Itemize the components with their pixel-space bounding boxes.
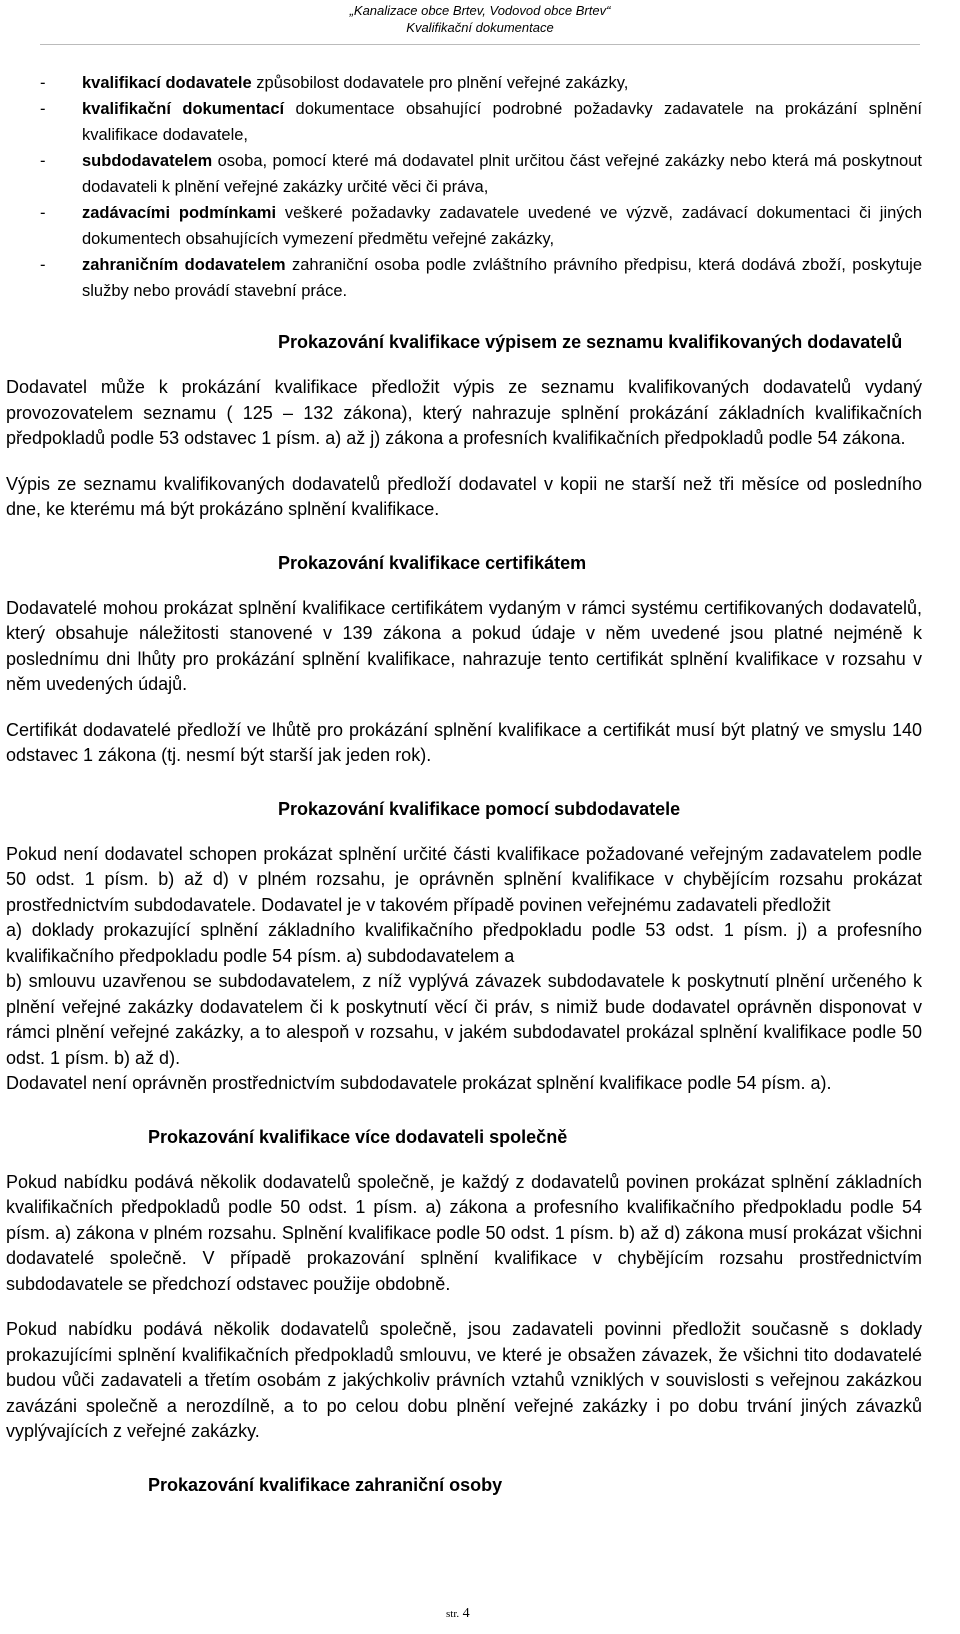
paragraph: a) doklady prokazující splnění základního kvalifikačního předpokladu podle 53 odst. 1 písm. j) a profesního kvalifikačního předpokladu podle 54 písm. a) subdodavatelem a (6, 920, 922, 966)
paragraph: Pokud nabídku podává několik dodavatelů společně, je každý z dodavatelů povinen prokázat splnění základních kvalifikačních předpokladů podle 50 odst. 1 písm. a) zákona a profesního kvalifikačního předpokladu podle 54 písm. a) zákona v plném rozsahu. Splnění kvalifikace podle 50 odst. 1 písm. b) až d) zákona musí prokázat všichni dodavatelé společně. V případě prokazování splnění kvalifikace v chybějícím rozsahu prostřednictvím subdodavatele se předchozí odstavec použije obdobně. (6, 1171, 922, 1294)
definition-term: zadávacími podmínkami (82, 204, 277, 222)
definition-item (40, 148, 922, 200)
paragraph: Pokud nabídku podává několik dodavatelů společně, jsou zadavateli povinni předložit současně s doklady prokazujícími splnění kvalifikačních předpokladů smlouvu, ve které je obsažen závazek, že všichni tito dodavatelé budou vůči zadavateli a třetím osobám z jakýchkoliv právních vztahů vzniklých v souvislosti s veřejnou zakázkou zavázáni společně a nerozdílně, a to po celou dobu plnění veřejné zakázky i po dobu trvání jiných závazků vyplývajících z veřejné zakázky. (6, 1319, 922, 1441)
paragraph: Dodavatelé mohou prokázat splnění kvalifikace certifikátem vydaným v rámci systému certifikovaných dodavatelů, který obsahuje náležitosti stanovené v 139 zákona a pokud údaje v něm uvedené jsou platné nejméně k poslednímu dni lhůty pro prokázání splnění kvalifikace, nahrazuje tento certifikát splnění kvalifikace v rozsahu v něm uvedených údajů. (6, 597, 922, 694)
section-heading-certifikat: Prokazování kvalifikace certifikátem (278, 552, 587, 573)
list-dash: - (40, 256, 46, 274)
definition-term: zahraničním dodavatelem (82, 256, 286, 274)
paragraph: b) smlouvu uzavřenou se subdodavatelem, z níž vyplývá závazek subdodavatele k poskytnutí plnění určeného k plnění veřejné zakázky dodavatelem či k poskytnutí věcí či práv, s nimiž bude dodavatel oprávněn disponovat v rámci plnění veřejné zakázky, a to alespoň v rozsahu, v jakém subdodavatel prokázal splnění kvalifikace podle 50 odst. 1 písm. b) až d). (6, 971, 922, 1068)
definition-term: kvalifikací dodavatele (82, 74, 252, 92)
document-body (6, 330, 922, 1498)
definitions-list (40, 70, 922, 304)
definition-item (40, 70, 922, 96)
header-divider (40, 44, 920, 45)
list-dash: - (40, 152, 46, 170)
section-heading-seznam: Prokazování kvalifikace výpisem ze seznamu kvalifikovaných dodavatelů (278, 332, 903, 352)
definition-text: dokumentace obsahující podrobné požadavky zadavatele na prokázání splnění kvalifikace dodavatele, (82, 100, 922, 144)
page-number (446, 1606, 470, 1622)
list-dash: - (40, 100, 46, 118)
section-heading-vice-dodavatelu: Prokazování kvalifikace více dodavateli společně (148, 1126, 568, 1147)
paragraph: Certifikát dodavatelé předloží ve lhůtě pro prokázání splnění kvalifikace a certifikát musí být platný ve smyslu 140 odstavec 1 zákona (tj. nesmí být starší jak jeden rok). (6, 719, 922, 765)
definition-text: osoba, pomocí které má dodavatel plnit určitou část veřejné zakázky nebo která má poskytnout dodavateli k plnění veřejné zakázky určité věci či práva, (82, 152, 922, 196)
definition-text: veškeré požadavky zadavatele uvedené ve výzvě, zadávací dokumentaci či jiných dokumentech obsahujících vymezení předmětu veřejné zakázky, (82, 204, 922, 248)
paragraph: Dodavatel není oprávněn prostřednictvím subdodavatele prokázat splnění kvalifikace podle 54 písm. a). (6, 1073, 832, 1093)
definition-item (40, 252, 922, 304)
page-number-value: 4 (462, 1606, 470, 1621)
section-heading-zahranicni-osoba: Prokazování kvalifikace zahraniční osoby (148, 1474, 503, 1495)
paragraph: Výpis ze seznamu kvalifikovaných dodavatelů předloží dodavatel v kopii ne starší než tři měsíce od posledního dne, ke kterému má být prokázáno splnění kvalifikace. (6, 473, 922, 519)
definition-text: způsobilost dodavatele pro plnění veřejné zakázky, (251, 74, 629, 92)
page-header (0, 2, 960, 36)
list-dash: - (40, 204, 46, 222)
definition-term: kvalifikační dokumentací (82, 100, 285, 118)
definition-item (40, 96, 922, 148)
paragraph: Dodavatel může k prokázání kvalifikace předložit výpis ze seznamu kvalifikovaných dodavatelů vydaný provozovatelem seznamu ( 125 – 132 zákona), který nahrazuje splnění prokázání základních kvalifikačních předpokladů podle 53 odstavec 1 písm. a) až j) zákona a profesních kvalifikačních předpokladů podle 54 zákona. (6, 377, 922, 448)
definition-term: subdodavatelem (82, 152, 213, 170)
section-heading-subdodavatel: Prokazování kvalifikace pomocí subdodavatele (278, 798, 681, 819)
definition-text: zahraniční osoba podle zvláštního právního předpisu, která dodává zboží, poskytuje služby nebo provádí stavební práce. (82, 256, 923, 300)
header-document-title: Kvalifikační dokumentace (406, 20, 554, 35)
page-prefix: str. (446, 1608, 460, 1620)
header-project-title: „Kanalizace obce Brtev, Vodovod obce Brtev“ (349, 3, 611, 18)
list-dash: - (40, 74, 46, 92)
definition-item (40, 200, 922, 252)
paragraph: Pokud není dodavatel schopen prokázat splnění určité části kvalifikace požadované veřejným zadavatelem podle 50 odst. 1 písm. b) až d) v plném rozsahu, je oprávněn splnění kvalifikace v chybějícím rozsahu prokázat prostřednictvím subdodavatele. Dodavatel je v takovém případě povinen veřejnému zadavateli předložit (6, 843, 922, 915)
